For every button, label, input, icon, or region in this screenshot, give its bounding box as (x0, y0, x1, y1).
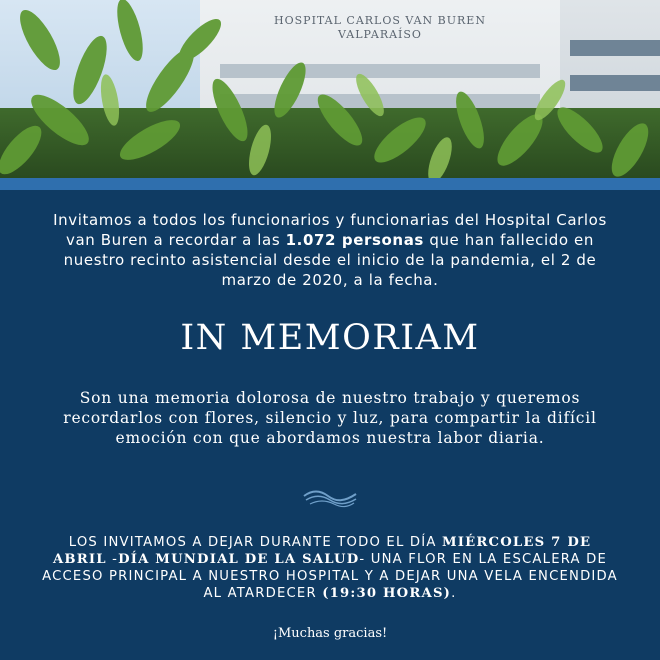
accent-band (0, 178, 660, 190)
intro-text-1: Invitamos a todos los funcionarios y funcionarias del Hospital Carlos van Buren a recordar a las (53, 211, 607, 249)
building-sign-line1: HOSPITAL CARLOS VAN BUREN (274, 14, 486, 27)
invite-text-4: . (451, 586, 457, 601)
poster-title: IN MEMORIAM (180, 318, 480, 358)
poster-body (0, 190, 660, 660)
building-sign-line2: VALPARAÍSO (338, 28, 422, 41)
invite-text-1: LOS INVITAMOS A DEJAR DURANTE TODO EL DÍA (68, 535, 442, 550)
invite-text-2: - (106, 552, 119, 567)
intro-paragraph (40, 210, 620, 290)
event-date: MIÉRCOLES 7 DE ABRIL (52, 535, 592, 567)
event-time: (19:30 HORAS) (322, 586, 452, 601)
event-name: DÍA MUNDIAL DE LA SALUD (118, 552, 360, 567)
deaths-count: 1.072 personas (285, 231, 424, 249)
invite-text-3: - UNA FLOR EN LA ESCALERA DE ACCESO PRINCIPAL A NUESTRO HOSPITAL Y A DEJAR UNA VELA ENCENDIDA AL ATARDECER (42, 552, 618, 601)
plant-foliage (0, 0, 660, 178)
memory-paragraph: Son una memoria dolorosa de nuestro trabajo y queremos recordarlos con flores, silencio y luz, para compartir la difícil emoción con que abordamos nuestra labor diaria. (63, 389, 597, 447)
hospital-photo (0, 0, 660, 178)
thanks-text: ¡Muchas gracias! (272, 626, 388, 641)
invitation-paragraph (42, 534, 618, 602)
intro-text-2: que han fallecido en nuestro recinto asistencial desde el inicio de la pandemia, el 2 de marzo de 2020, a la fecha. (63, 231, 597, 289)
wave-ornament-icon (302, 488, 358, 508)
